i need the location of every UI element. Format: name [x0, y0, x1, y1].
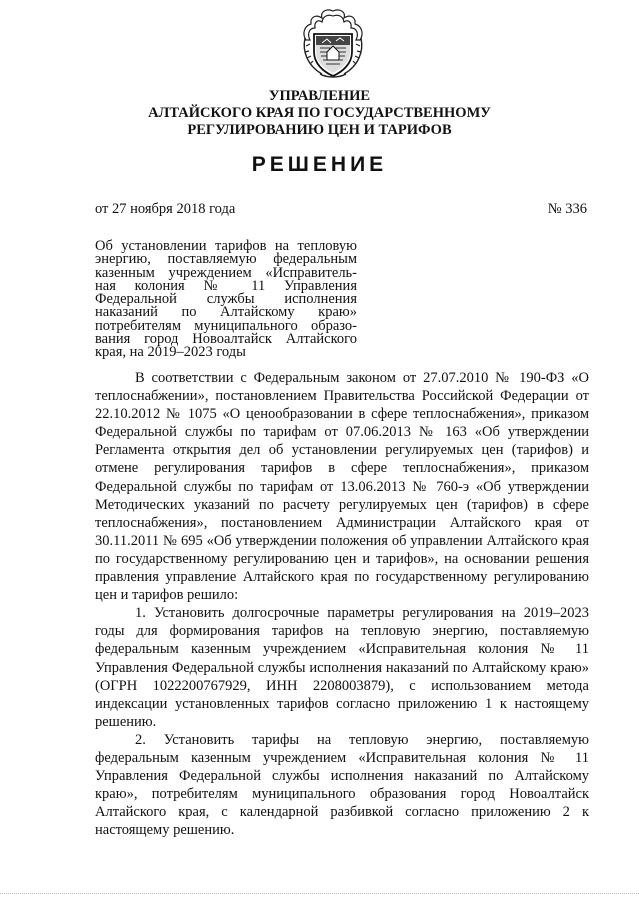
agency-name-line-3: РЕГУЛИРОВАНИЮ ЦЕН И ТАРИФОВ: [187, 122, 452, 138]
page-bottom-rule: [0, 893, 639, 894]
coat-of-arms-emblem: [300, 8, 366, 80]
preamble-paragraph: В соответствии с Федеральным законом от 27.07.2010 № 190-ФЗ «О теплоснабжении», постановлением Правительства Российской Федерации от 22.10.2012 № 1075 «О ценообразовании в сфере теплоснабжения», приказом Федеральной службы по тарифам от 07.06.2013 № 163 «Об утверждении Регламента открытия дел об установлении регулируемых цен (тарифов) и отмене регулирования тарифов в сфере теплоснабжения», приказом Федеральной службы по тарифам от 13.06.2013 № 760-э «Об утверждении Методических указаний по расчету регулируемых цен (тарифов) в сфере теплоснабжения», постановлением Администрации Алтайского края от 30.11.2011 № 695 «Об утверждении положения об управлении Алтайского края по государственному регулированию цен и тарифов», на основании решения правления управление Алтайского края по государственному регулированию цен и тарифов решило:: [95, 370, 589, 604]
decision-subject: Об установлении тарифов на тепловую энергию, поставляемую федеральным казенным учреждением «Исправитель-ная колония № 11 Управления Федеральной службы исполнения наказаний по Алтайскому краю» потребителям муниципального образо-вания город Новоалтайск Алтайского края, на 2019–2023 годы: [95, 238, 357, 361]
agency-name-line-2: АЛТАЙСКОГО КРАЯ ПО ГОСУДАРСТВЕННОМУ: [148, 105, 491, 121]
decision-date: от 27 ноября 2018 года: [95, 201, 236, 217]
decision-number: № 336: [547, 201, 587, 217]
decision-body: [95, 369, 589, 839]
document-title: РЕШЕНИЕ: [251, 153, 388, 176]
item-1-paragraph: 1. Установить долгосрочные параметры регулирования на 2019–2023 годы для формирования тарифов на тепловую энергию, поставляемую федеральным казенным учреждением «Исправительная колония № 11 Управления Федеральной службы исполнения наказаний по Алтайскому краю» (ОГРН 1022200767929, ИНН 2208003879), с использованием метода индексации установленных тарифов согласно приложению 1 к настоящему решению.: [95, 605, 589, 730]
agency-name-line-1: УПРАВЛЕНИЕ: [268, 88, 371, 104]
item-2-paragraph: 2. Установить тарифы на тепловую энергию, поставляемую федеральным казенным учреждением «Исправительная колония № 11 Управления Федеральной службы исполнения наказаний по Алтайскому краю», потребителям муниципального образования город Новоалтайск Алтайского края, с календарной разбивкой согласно приложению 2 к настоящему решению.: [95, 731, 589, 839]
